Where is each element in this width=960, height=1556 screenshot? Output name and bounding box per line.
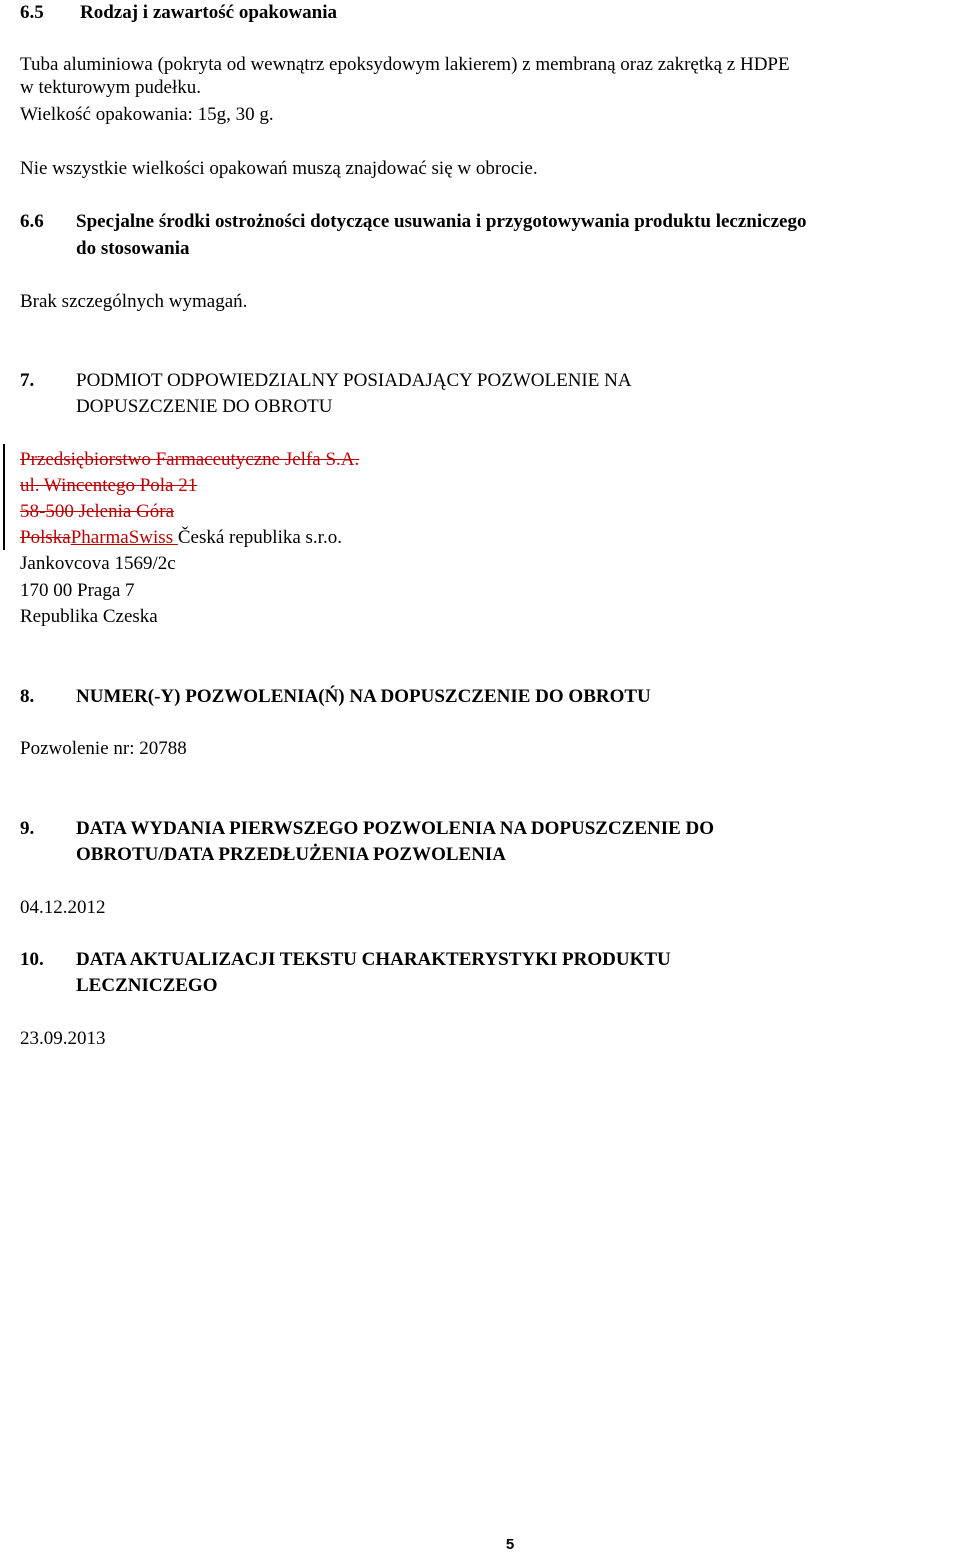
pack-size-line: Wielkość opakowania: 15g, 30 g.: [20, 104, 274, 125]
section-9-title-line-1: DATA WYDANIA PIERWSZEGO POZWOLENIA NA DOPUSZCZENIE DO: [76, 818, 715, 839]
section-6-6-title-line-1: Specjalne środki ostrożności dotyczące usuwania i przygotowywania produktu leczniczego: [76, 211, 807, 232]
section-10-title-line-1: DATA AKTUALIZACJI TEKSTU CHARAKTERYSTYKI PRODUKTU: [76, 949, 671, 970]
section-6-6-body: Brak szczególnych wymagań.: [20, 291, 248, 312]
section-9-number: 9.: [20, 818, 35, 839]
address-city: 170 00 Praga 7: [20, 580, 135, 601]
page-number: 5: [505, 1536, 515, 1553]
section-6-5-title: Rodzaj i zawartość opakowania: [80, 2, 338, 23]
company-name-line: [20, 525, 342, 551]
section-10-title-line-2: LECZNICZEGO: [76, 975, 218, 996]
revision-change-bar: [3, 444, 5, 550]
section-6-6-number: 6.6: [20, 211, 44, 232]
text-revision-date: 23.09.2013: [20, 1028, 106, 1049]
section-8-number: 8.: [20, 686, 35, 707]
deleted-city: 58-500 Jelenia Góra: [20, 501, 175, 522]
packaging-description-line-1: Tuba aluminiowa (pokryta od wewnątrz epoksydowym lakierem) z membraną oraz zakrętką z HDPE: [20, 54, 790, 75]
first-authorization-date: 04.12.2012: [20, 897, 106, 918]
availability-note: Nie wszystkie wielkości opakowań muszą znajdować się w obrocie.: [20, 158, 538, 179]
authorization-number: Pozwolenie nr: 20788: [20, 738, 187, 759]
section-10-number: 10.: [20, 949, 44, 970]
deleted-company-name: Przedsiębiorstwo Farmaceutyczne Jelfa S.A.: [20, 449, 360, 470]
inserted-company-name: PharmaSwiss: [70, 527, 178, 548]
section-7-title-line-1: PODMIOT ODPOWIEDZIALNY POSIADAJĄCY POZWOLENIE NA: [76, 370, 632, 391]
section-6-6-title-line-2: do stosowania: [76, 238, 190, 259]
address-street: Jankovcova 1569/2c: [20, 553, 176, 574]
section-9-title-line-2: OBROTU/DATA PRZEDŁUŻENIA POZWOLENIA: [76, 844, 507, 865]
section-8-title: NUMER(-Y) POZWOLENIA(Ń) NA DOPUSZCZENIE DO OBROTU: [76, 686, 651, 707]
company-name-rest: Česká republika s.r.o.: [177, 527, 342, 548]
section-6-5-number: 6.5: [20, 2, 44, 23]
section-7-title-line-2: DOPUSZCZENIE DO OBROTU: [76, 396, 333, 417]
address-country: Republika Czeska: [20, 606, 158, 627]
packaging-description-line-2: w tekturowym pudełku.: [20, 77, 202, 98]
deleted-country: Polska: [20, 527, 71, 548]
section-7-number: 7.: [20, 370, 35, 391]
deleted-street: ul. Wincentego Pola 21: [20, 475, 198, 496]
